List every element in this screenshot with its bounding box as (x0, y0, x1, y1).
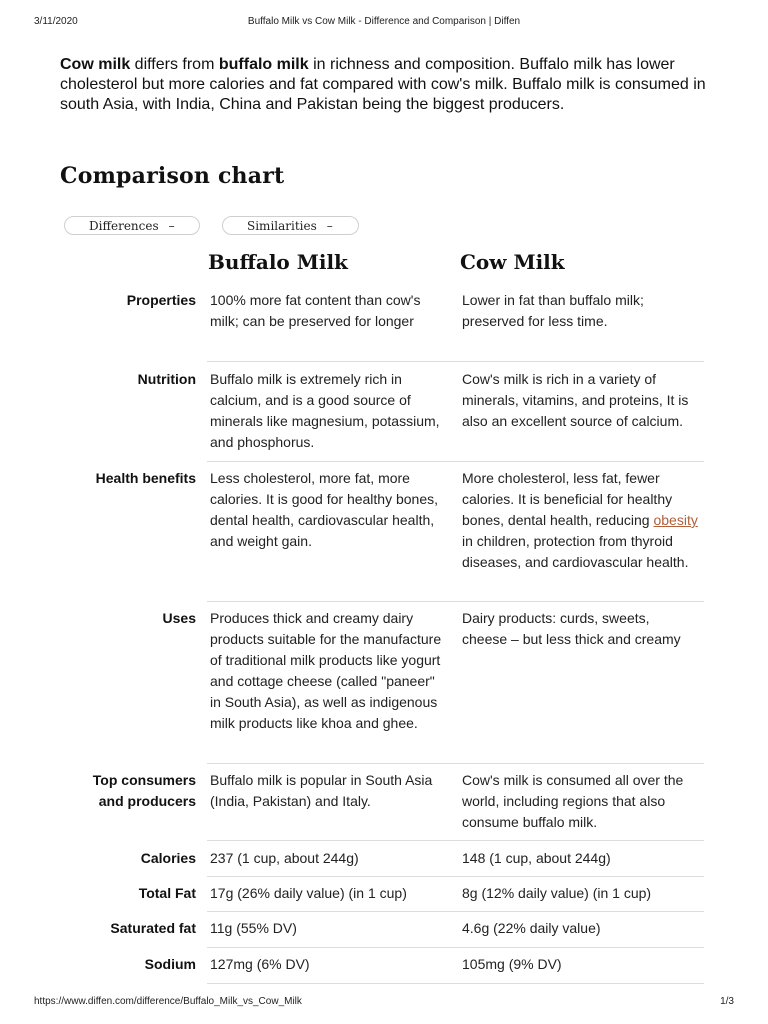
similarities-toggle-button[interactable] (222, 216, 359, 235)
collapse-dash-icon: – (168, 219, 175, 233)
buffalo-cell: 237 (1 cup, about 244g) (210, 850, 359, 866)
row-divider (207, 461, 704, 462)
intro-text-1: differs from (130, 56, 219, 73)
cow-cell: 105mg (9% DV) (462, 956, 562, 972)
print-date: 3/11/2020 (34, 16, 78, 27)
row-divider (207, 983, 704, 984)
buffalo-cell: 100% more fat content than cow's milk; can be preserved for longer (210, 292, 421, 329)
differences-toggle-label: Differences (89, 219, 159, 233)
cow-cell (462, 468, 698, 573)
print-url: https://www.diffen.com/difference/Buffalo_Milk_vs_Cow_Milk (34, 996, 302, 1007)
buffalo-cell: Buffalo milk is extremely rich in calcium, and is a good source of minerals like magnesium, potassium, and phosphorus. (210, 371, 440, 450)
row-label-line-2: and producers (98, 793, 196, 809)
cow-cell: Lower in fat than buffalo milk; preserved for less time. (462, 292, 644, 329)
column-header-cow: Cow Milk (460, 250, 565, 274)
print-footer (34, 996, 734, 1010)
row-label: Total Fat (138, 885, 196, 901)
row-label: Sodium (144, 956, 196, 972)
cow-cell: 8g (12% daily value) (in 1 cup) (462, 885, 652, 901)
intro-text-2: in richness and composition. Buffalo milk has lower cholesterol but more calories and fat compared with cow's milk. Buffalo milk is consumed in south Asia, with India, China and Pakistan being the biggest producers. (60, 56, 706, 113)
print-document-title: Buffalo Milk vs Cow Milk - Difference and Comparison | Diffen (247, 16, 521, 27)
cow-cell: 148 (1 cup, about 244g) (462, 850, 611, 866)
buffalo-cell: 17g (26% daily value) (in 1 cup) (210, 885, 407, 901)
print-header (34, 16, 734, 30)
page-number: 1/3 (720, 996, 734, 1007)
column-header-buffalo: Buffalo Milk (208, 250, 348, 274)
buffalo-cell: 127mg (6% DV) (210, 956, 310, 972)
intro-buffalo-milk: buffalo milk (218, 56, 309, 73)
row-label: Calories (140, 850, 196, 866)
cow-cell: Dairy products: curds, sweets, cheese – but less thick and creamy (462, 610, 681, 647)
row-divider (207, 840, 704, 841)
buffalo-cell: 11g (55% DV) (210, 920, 297, 936)
buffalo-cell: Produces thick and creamy dairy products suitable for the manufacture of traditional milk products like yogurt and cottage cheese (called "paneer" in South Asia), as well as indigenous milk products like khoa and ghee. (210, 610, 442, 731)
obesity-link[interactable]: obesity (653, 512, 698, 528)
intro-paragraph (60, 55, 710, 115)
cow-cell: Cow's milk is rich in a variety of minerals, vitamins, and proteins, It is also an excellent source of calcium. (462, 371, 689, 429)
row-divider (207, 911, 704, 912)
differences-toggle-button[interactable] (64, 216, 200, 235)
row-label: Properties (126, 292, 196, 308)
row-label (60, 770, 196, 812)
intro-cow-milk: Cow milk (60, 56, 131, 73)
similarities-toggle-label: Similarities (247, 219, 317, 233)
row-divider (207, 947, 704, 948)
row-label: Health benefits (95, 470, 196, 486)
row-divider (207, 361, 704, 362)
section-title: Comparison chart (60, 163, 285, 189)
row-divider (207, 763, 704, 764)
row-divider (207, 876, 704, 877)
cow-cell-text-pre: More cholesterol, less fat, fewer calories. It is beneficial for healthy bones, dental health, reducing (462, 470, 673, 528)
buffalo-cell: Less cholesterol, more fat, more calories. It is good for healthy bones, dental health, cardiovascular health, and weight gain. (210, 470, 439, 549)
cow-cell-text-post: in children, protection from thyroid diseases, and cardiovascular health. (462, 533, 689, 570)
collapse-dash-icon: – (326, 219, 333, 233)
row-label-line-1: Top consumers (92, 772, 196, 788)
cow-cell: 4.6g (22% daily value) (462, 920, 601, 936)
cow-cell: Cow's milk is consumed all over the world, including regions that also consume buffalo milk. (462, 772, 684, 830)
buffalo-cell: Buffalo milk is popular in South Asia (India, Pakistan) and Italy. (210, 772, 433, 809)
row-label: Saturated fat (110, 920, 196, 936)
row-label: Uses (162, 610, 196, 626)
row-label: Nutrition (137, 371, 196, 387)
row-divider (207, 601, 704, 602)
